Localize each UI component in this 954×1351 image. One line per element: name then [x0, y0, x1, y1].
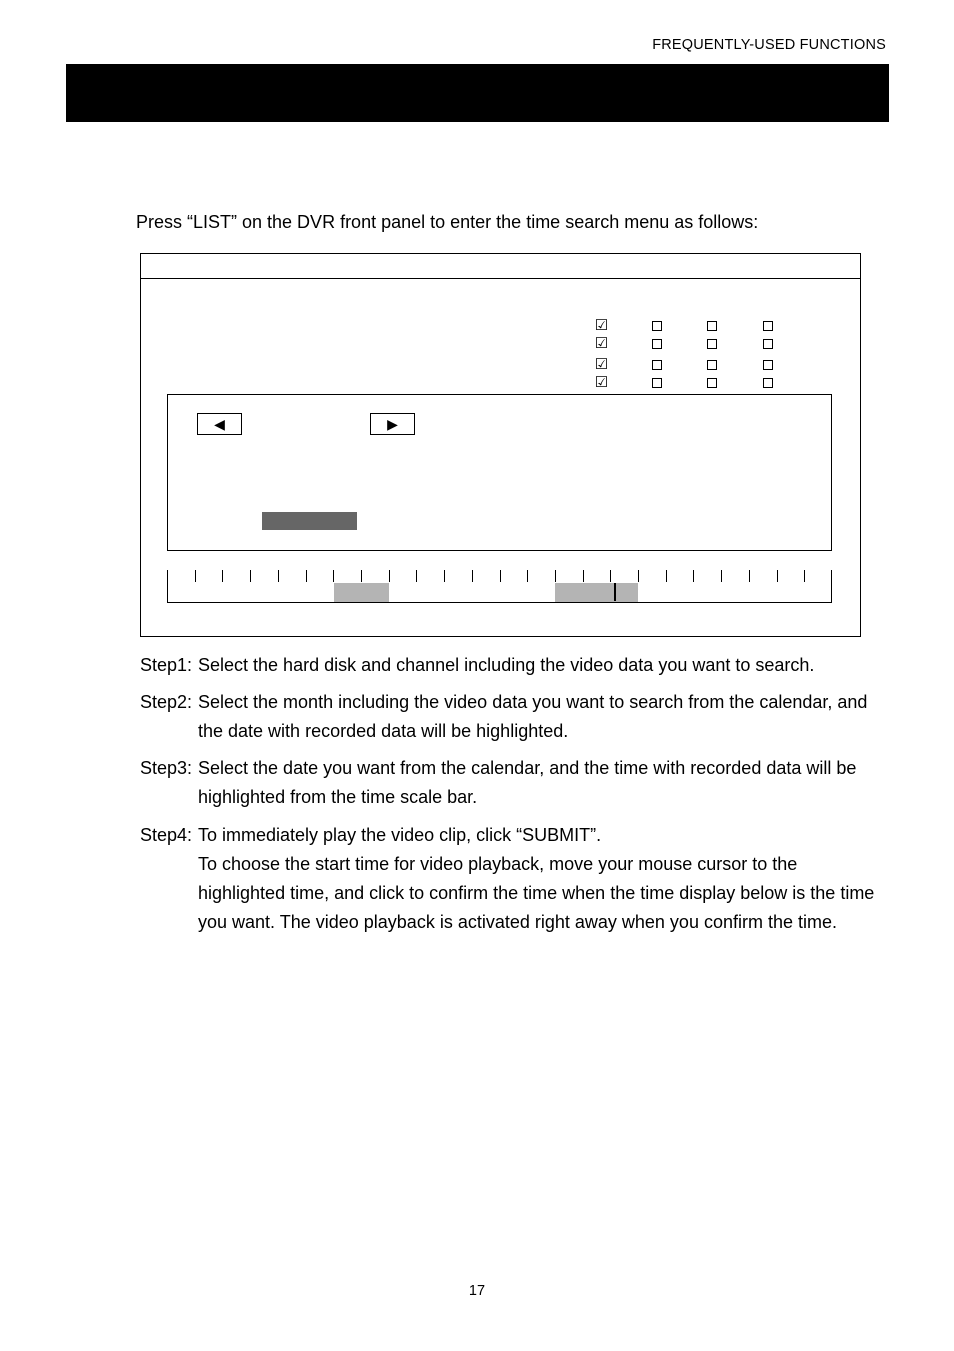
running-header: FREQUENTLY-USED FUNCTIONS	[652, 37, 886, 53]
step-text: To immediately play the video clip, click “SUBMIT”.	[198, 825, 602, 845]
hour-tick	[666, 570, 667, 582]
channel-checkbox[interactable]	[706, 377, 717, 388]
left-arrow-icon: ◀	[214, 416, 225, 432]
prev-month-button[interactable]	[197, 413, 242, 435]
hour-tick	[222, 570, 223, 582]
step-text: To choose the start time for video playback, move your mouse cursor to the highlighted time, and click to confirm the time when the time display below is the time you want. The video playback is activated right away when you confirm the time.	[198, 854, 875, 932]
hour-tick	[444, 570, 445, 582]
step-label: Step1:	[140, 655, 193, 675]
hour-tick	[638, 570, 639, 582]
menu-title-bar	[141, 254, 860, 279]
channel-checkbox[interactable]: ☑	[594, 374, 609, 391]
channel-checkbox[interactable]	[762, 320, 773, 331]
channel-checkbox[interactable]	[706, 338, 717, 349]
channel-checkbox[interactable]: ☑	[594, 335, 609, 352]
time-cursor	[614, 583, 616, 601]
hour-tick	[250, 570, 251, 582]
hour-tick	[167, 570, 168, 602]
hour-tick	[472, 570, 473, 582]
hour-tick	[361, 570, 362, 582]
step-label: Step4:	[140, 825, 193, 845]
hour-tick	[721, 570, 722, 582]
hour-tick	[583, 570, 584, 582]
hour-tick	[333, 570, 334, 582]
step-text: Select the date you want from the calendar, and the time with recorded data will be highlighted from the time scale bar.	[198, 758, 857, 807]
hour-tick	[831, 570, 832, 602]
channel-checkbox[interactable]	[706, 320, 717, 331]
recorded-segment[interactable]	[555, 583, 638, 602]
hour-tick	[610, 570, 611, 582]
hour-tick	[416, 570, 417, 582]
channel-checkbox[interactable]: ☑	[594, 317, 609, 334]
channel-checkbox[interactable]	[651, 320, 662, 331]
right-arrow-icon: ▶	[387, 416, 398, 432]
channel-checkbox[interactable]	[762, 359, 773, 370]
hour-tick	[500, 570, 501, 582]
channel-checkbox[interactable]: ☑	[594, 356, 609, 373]
time-scale-bar[interactable]	[167, 570, 832, 603]
channel-checkbox[interactable]	[762, 377, 773, 388]
highlighted-date[interactable]	[262, 512, 357, 530]
page-number: 17	[468, 1283, 486, 1299]
channel-checkbox[interactable]	[651, 377, 662, 388]
hour-tick	[555, 570, 556, 582]
hour-tick	[527, 570, 528, 582]
channel-checkbox[interactable]	[651, 359, 662, 370]
hour-tick	[693, 570, 694, 582]
step-label: Step3:	[140, 758, 193, 778]
section-title-bar	[66, 64, 889, 122]
hour-tick	[749, 570, 750, 582]
next-month-button[interactable]	[370, 413, 415, 435]
channel-checkbox[interactable]	[651, 338, 662, 349]
hour-tick	[278, 570, 279, 582]
hour-tick	[777, 570, 778, 582]
intro-text: Press “LIST” on the DVR front panel to enter the time search menu as follows:	[136, 212, 759, 232]
step-text: Select the month including the video data you want to search from the calendar, and the date with recorded data will be highlighted.	[198, 692, 868, 741]
calendar-panel	[167, 394, 832, 551]
hour-tick	[389, 570, 390, 582]
channel-checkbox[interactable]	[762, 338, 773, 349]
time-search-menu	[140, 253, 861, 637]
recorded-segment[interactable]	[334, 583, 389, 602]
channel-checkbox[interactable]	[706, 359, 717, 370]
hour-tick	[306, 570, 307, 582]
step-text: Select the hard disk and channel including the video data you want to search.	[198, 655, 815, 675]
hour-tick	[804, 570, 805, 582]
hour-tick	[195, 570, 196, 582]
step-label: Step2:	[140, 692, 193, 712]
